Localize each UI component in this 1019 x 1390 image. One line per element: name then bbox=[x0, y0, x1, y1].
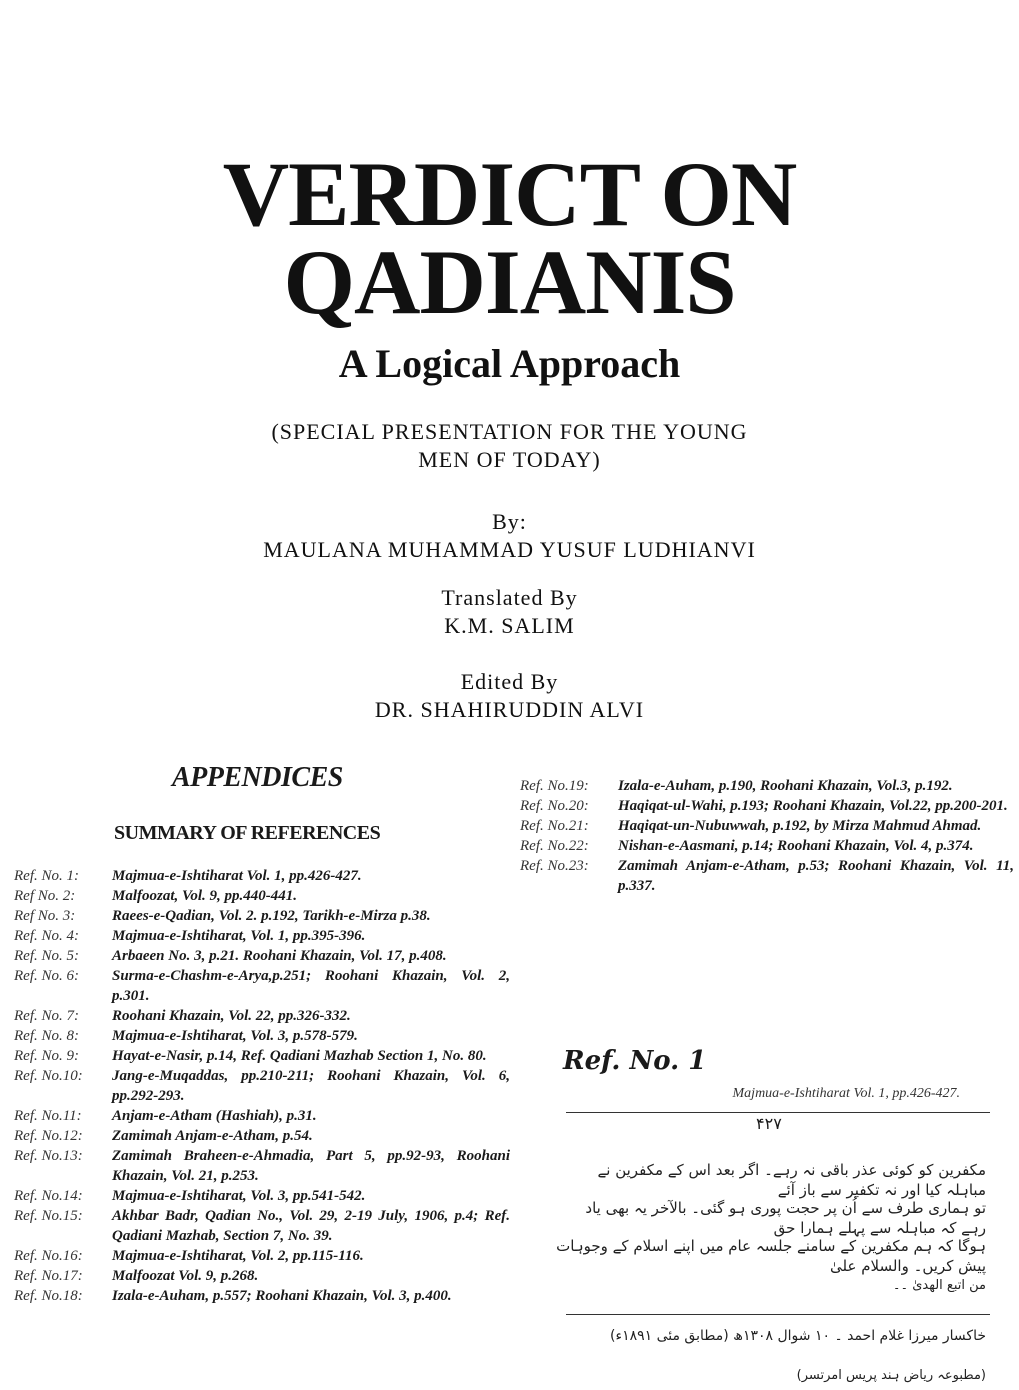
reference-label: Ref. No.12: bbox=[14, 1128, 83, 1144]
summary-of-references-heading: SUMMARY OF REFERENCES bbox=[114, 822, 381, 844]
reference-label: Ref. No. 7: bbox=[14, 1008, 79, 1024]
book-title-line-1: VERDICT ON bbox=[222, 143, 797, 245]
reference-label: Ref. No.18: bbox=[14, 1288, 83, 1304]
author-block bbox=[0, 508, 1019, 564]
reference-item bbox=[14, 1126, 510, 1146]
translator-block bbox=[0, 584, 1019, 640]
book-subtitle: A Logical Approach bbox=[338, 341, 681, 386]
scan-heading: Ref. No. 1 bbox=[563, 1046, 707, 1076]
reference-item bbox=[14, 1046, 510, 1066]
reference-text: Zamimah Anjam-e-Atham, p.53; Roohani Khazain, Vol. 11, p.337. bbox=[618, 858, 1014, 894]
reference-text: Majmua-e-Ishtiharat, Vol. 2, pp.115-116. bbox=[112, 1248, 364, 1264]
reference-text: Surma-e-Chashm-e-Arya,p.251; Roohani Khazain, Vol. 2, p.301. bbox=[112, 968, 510, 1004]
reference-item bbox=[520, 856, 1014, 896]
reference-text: Izala-e-Auham, p.190, Roohani Khazain, Vol.3, p.192. bbox=[618, 778, 953, 794]
reference-text: Zamimah Braheen-e-Ahmadia, Part 5, pp.92-93, Roohani Khazain, Vol. 21, p.253. bbox=[112, 1148, 510, 1184]
scan-divider-bottom bbox=[566, 1314, 990, 1315]
reference-item bbox=[14, 926, 510, 946]
reference-text: Zamimah Anjam-e-Atham, p.54. bbox=[112, 1128, 313, 1144]
reference-label: Ref. No.21: bbox=[520, 818, 589, 834]
reference-label: Ref. No.16: bbox=[14, 1248, 83, 1264]
reference-item bbox=[520, 796, 1014, 816]
reference-label: Ref. No. 6: bbox=[14, 968, 79, 984]
reference-item bbox=[14, 1106, 510, 1126]
reference-label: Ref. No.10: bbox=[14, 1068, 83, 1084]
references-list-right bbox=[520, 776, 1014, 896]
reference-item bbox=[14, 946, 510, 966]
reference-item bbox=[14, 1246, 510, 1266]
reference-text: Malfoozat Vol. 9, p.268. bbox=[112, 1268, 259, 1284]
reference-label: Ref. No. 8: bbox=[14, 1028, 79, 1044]
references-list-left bbox=[14, 866, 510, 1306]
reference-item bbox=[14, 906, 510, 926]
reference-item bbox=[14, 886, 510, 906]
reference-label: Ref. No.14: bbox=[14, 1188, 83, 1204]
book-title-line-2: QADIANIS bbox=[283, 231, 736, 333]
reference-item bbox=[14, 1186, 510, 1206]
reference-text: Majmua-e-Ishtiharat, Vol. 3, p.578-579. bbox=[112, 1028, 358, 1044]
special-presentation-line-2: MEN OF TODAY) bbox=[418, 447, 601, 472]
reference-item bbox=[14, 1206, 510, 1246]
reference-text: Roohani Khazain, Vol. 22, pp.326-332. bbox=[112, 1008, 351, 1024]
reference-text: Malfoozat, Vol. 9, pp.440-441. bbox=[112, 888, 298, 904]
special-presentation-line-1: (SPECIAL PRESENTATION FOR THE YOUNG bbox=[271, 419, 748, 444]
reference-item bbox=[14, 1026, 510, 1046]
reference-item bbox=[14, 1286, 510, 1306]
reference-item bbox=[14, 1266, 510, 1286]
translator-name: K.M. SALIM bbox=[444, 613, 575, 638]
reference-text: Akhbar Badr, Qadian No., Vol. 29, 2-19 July, 1906, p.4; Ref. Qadiani Mazhab, Section 7, No. 39. bbox=[112, 1208, 510, 1244]
translator-label: Translated By bbox=[441, 585, 578, 610]
reference-label: Ref. No.20: bbox=[520, 798, 589, 814]
urdu-text-line: تو ہماری طرف سے اُن پر حجت پوری ہو گئی۔ بالآخر یہ بھی یاد رہے کہ مباہلہ سے پہلے ہمارا حق bbox=[585, 1199, 986, 1237]
scan-divider-top bbox=[566, 1112, 990, 1113]
reference-text: Anjam-e-Atham (Hashiah), p.31. bbox=[112, 1108, 317, 1124]
reference-label: Ref. No.15: bbox=[14, 1208, 83, 1224]
editor-name: DR. SHAHIRUDDIN ALVI bbox=[374, 697, 645, 722]
reference-text: Majmua-e-Ishtiharat, Vol. 1, pp.395-396. bbox=[112, 928, 366, 944]
urdu-publisher-line: (مطبوعہ ریاض ہند پریس امرتسر) bbox=[796, 1368, 986, 1383]
reference-item bbox=[520, 776, 1014, 796]
reference-item bbox=[14, 866, 510, 886]
reference-label: Ref. No. 9: bbox=[14, 1048, 79, 1064]
reference-text: Izala-e-Auham, p.557; Roohani Khazain, Vol. 3, p.400. bbox=[112, 1288, 452, 1304]
reference-item bbox=[520, 836, 1014, 856]
reference-text: Nishan-e-Aasmani, p.14; Roohani Khazain, Vol. 4, p.374. bbox=[618, 838, 974, 854]
special-presentation-note bbox=[0, 418, 1019, 474]
urdu-text-line: ہوگا کہ ہم مکفرین کے سامنے جلسہ عام میں اپنے اسلام کے وجوہات پیش کریں۔ والسلام علیٰ bbox=[556, 1237, 986, 1275]
reference-text: Haqiqat-ul-Wahi, p.193; Roohani Khazain, Vol.22, pp.200-201. bbox=[618, 798, 1008, 814]
reference-label: Ref No. 2: bbox=[14, 888, 76, 904]
reference-label: Ref. No.17: bbox=[14, 1268, 83, 1284]
reference-text: Hayat-e-Nasir, p.14, Ref. Qadiani Mazhab Section 1, No. 80. bbox=[112, 1048, 487, 1064]
reference-label: Ref. No. 5: bbox=[14, 948, 79, 964]
reference-label: Ref. No.23: bbox=[520, 858, 589, 874]
reference-text: Arbaeen No. 3, p.21. Roohani Khazain, Vol. 17, p.408. bbox=[112, 948, 447, 964]
editor-block bbox=[0, 668, 1019, 724]
editor-label: Edited By bbox=[460, 669, 559, 694]
appendices-heading: APPENDICES bbox=[172, 762, 343, 793]
reference-label: Ref No. 3: bbox=[14, 908, 76, 924]
reference-label: Ref. No. 4: bbox=[14, 928, 79, 944]
reference-text: Raees-e-Qadian, Vol. 2. p.192, Tarikh-e-Mirza p.38. bbox=[112, 908, 431, 924]
reference-label: Ref. No.11: bbox=[14, 1108, 82, 1124]
reference-item bbox=[14, 1006, 510, 1026]
author-name: MAULANA MUHAMMAD YUSUF LUDHIANVI bbox=[263, 537, 756, 562]
reference-item bbox=[14, 1066, 510, 1106]
scan-page-number: ۴۲۷ bbox=[756, 1116, 782, 1133]
reference-text: Haqiqat-un-Nubuwwah, p.192, by Mirza Mahmud Ahmad. bbox=[618, 818, 982, 834]
reference-item bbox=[520, 816, 1014, 836]
reference-label: Ref. No.22: bbox=[520, 838, 589, 854]
urdu-signature-line: خاکسار میرزا غلام احمد ۔ ۱۰ شوال ۱۳۰۸ھ (مطابق مئی ۱۸۹۱ء) bbox=[610, 1328, 986, 1344]
reference-label: Ref. No. 1: bbox=[14, 868, 79, 884]
reference-item bbox=[14, 966, 510, 1006]
reference-text: Jang-e-Muqaddas, pp.210-211; Roohani Khazain, Vol. 6, pp.292-293. bbox=[112, 1068, 510, 1104]
reference-label: Ref. No.13: bbox=[14, 1148, 83, 1164]
urdu-text-line: مکفرین کو کوئی عذر باقی نہ رہے۔ اگر بعد اس کے مکفرین نے مباہلہ کیا اور نہ تکفیر سے باز آئے bbox=[597, 1161, 986, 1199]
reference-item bbox=[14, 1146, 510, 1186]
scan-caption: Majmua-e-Ishtiharat Vol. 1, pp.426-427. bbox=[732, 1086, 960, 1101]
reference-text: Majmua-e-Ishtiharat, Vol. 3, pp.541-542. bbox=[112, 1188, 366, 1204]
urdu-text-line: من اتبع الھدیٰ ۔۔ bbox=[892, 1278, 986, 1293]
reference-label: Ref. No.19: bbox=[520, 778, 589, 794]
reference-text: Majmua-e-Ishtiharat Vol. 1, pp.426-427. bbox=[112, 868, 362, 884]
author-label: By: bbox=[492, 509, 527, 534]
